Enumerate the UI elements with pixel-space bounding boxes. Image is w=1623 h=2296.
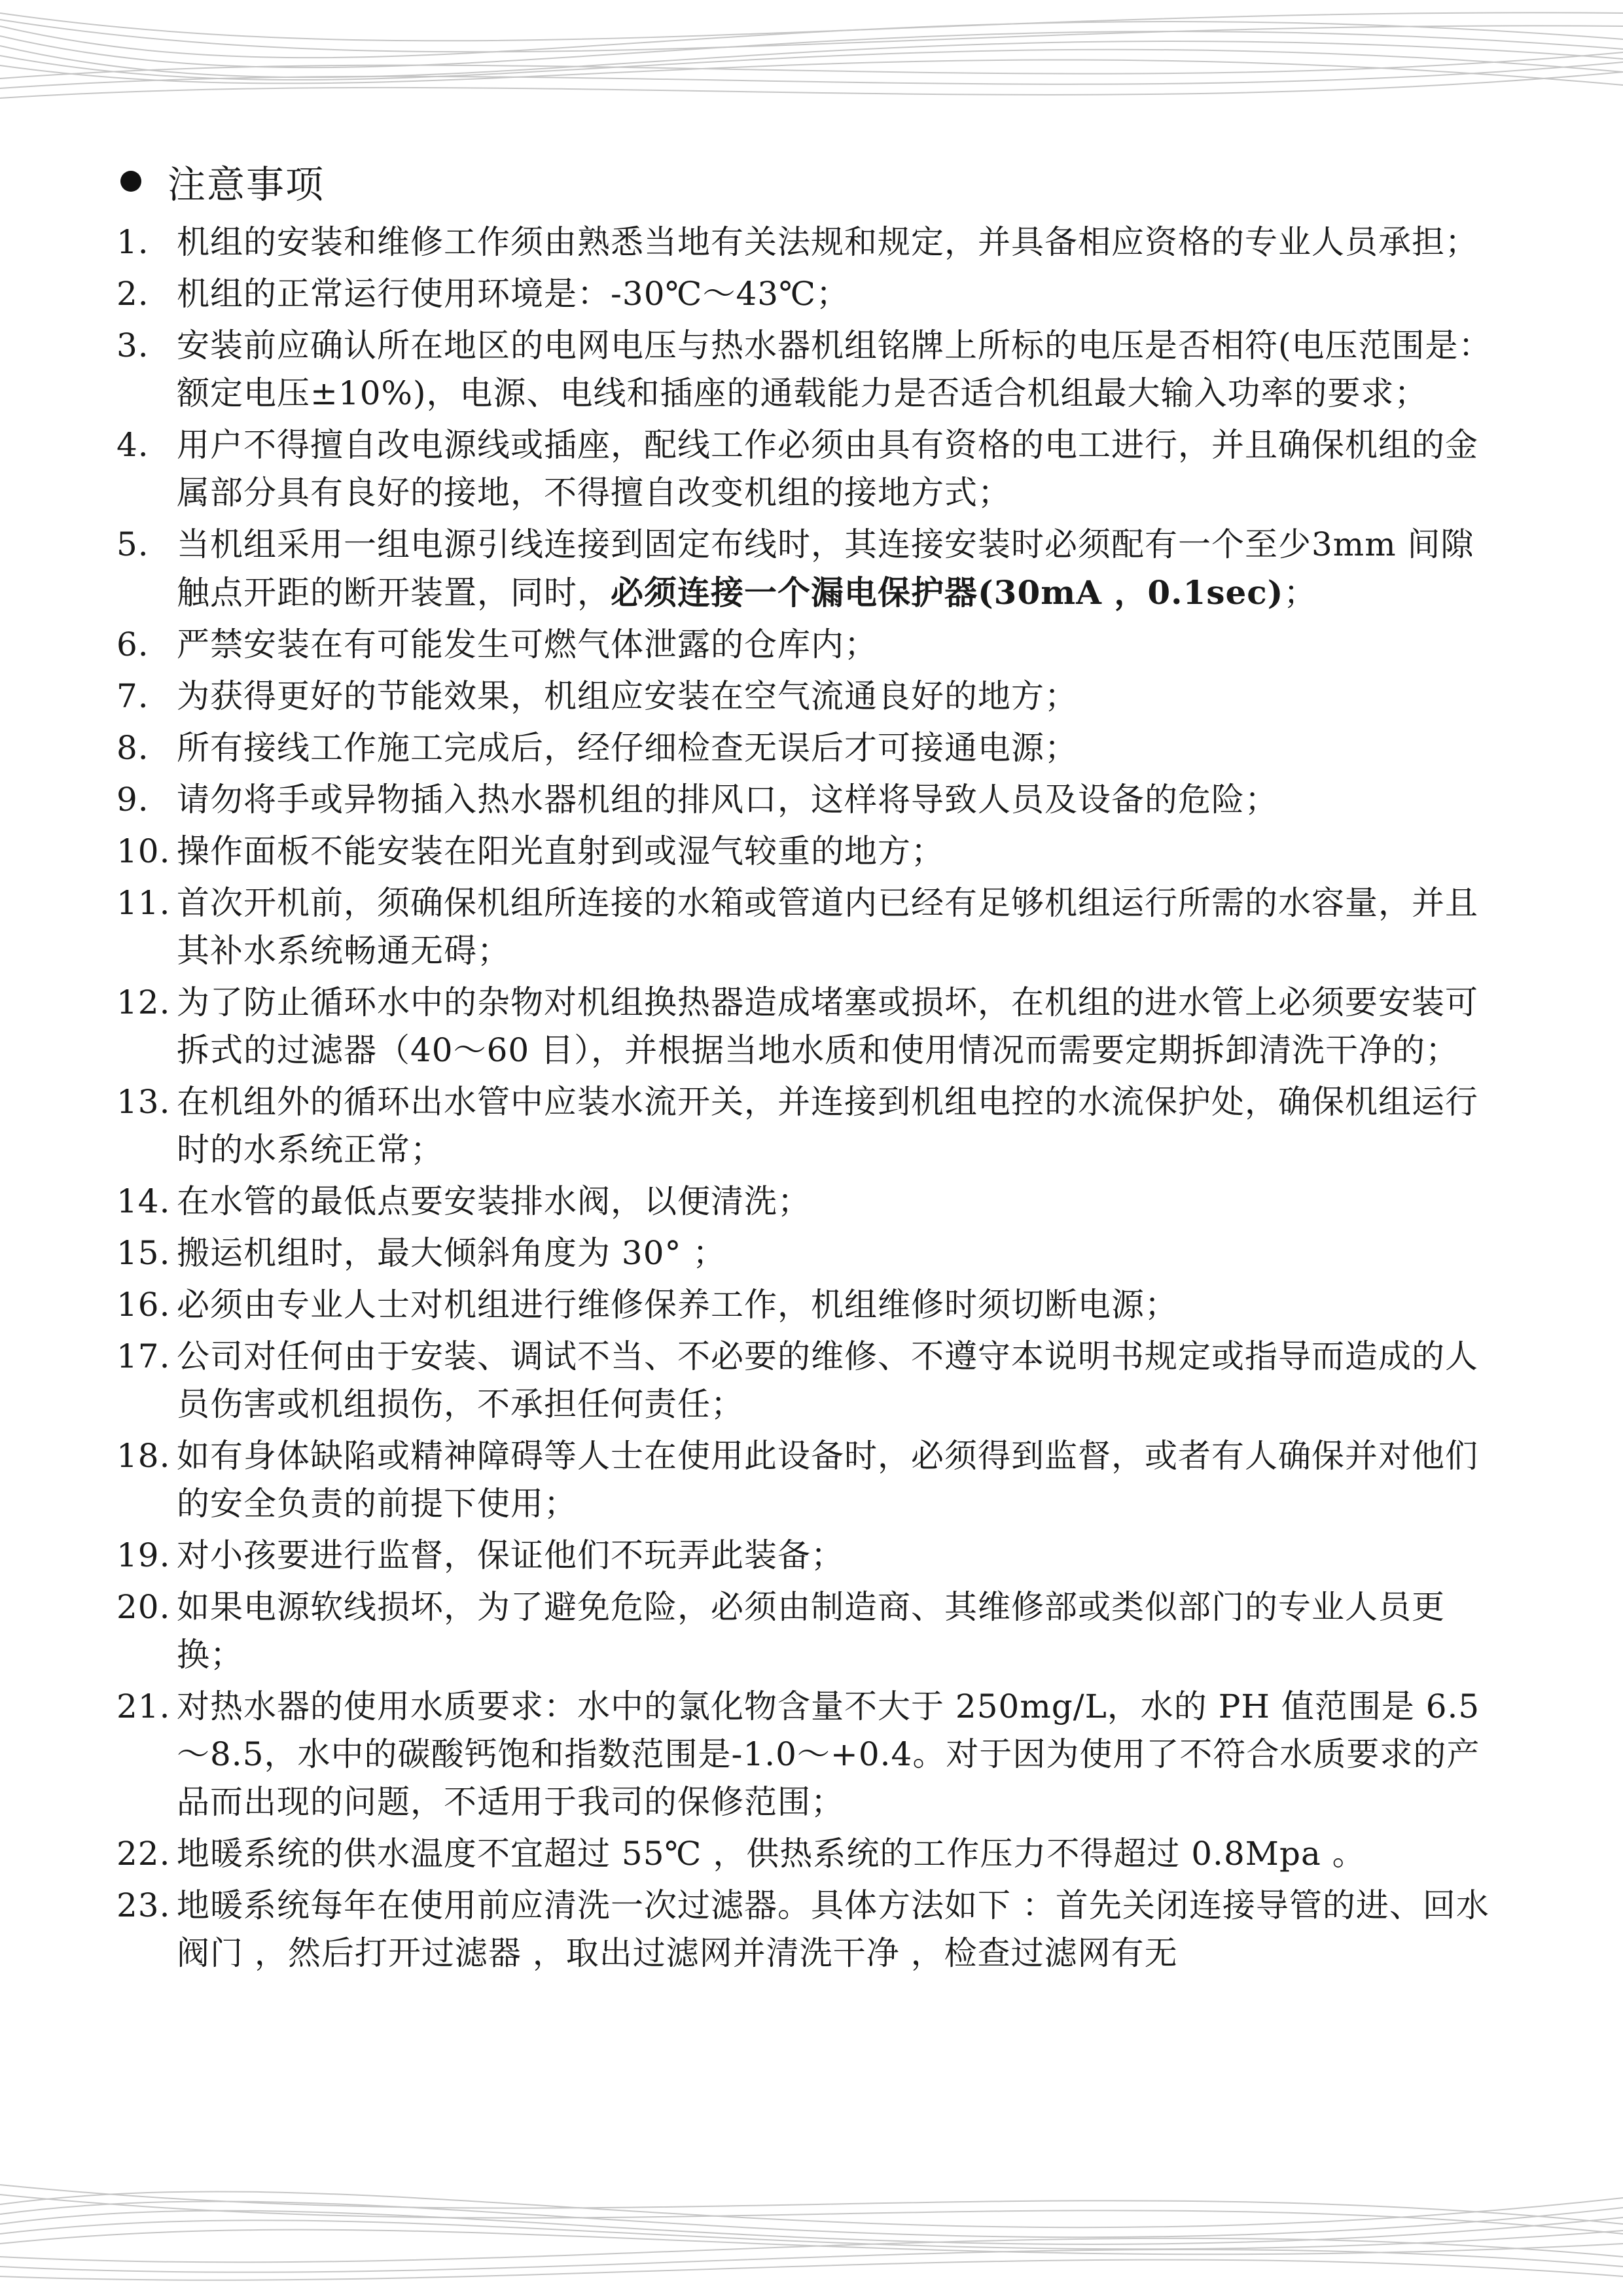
list-item: [116, 1683, 1504, 1826]
item-text: [177, 673, 1504, 720]
item-text: [177, 1281, 1504, 1329]
item-number: 4.: [116, 426, 149, 464]
item-text: [177, 1683, 1504, 1826]
list-item: [116, 322, 1504, 417]
item-text-tail: ；: [1283, 574, 1317, 612]
item-number: 6.: [116, 626, 149, 663]
list-item: [116, 724, 1504, 772]
list-item: [116, 1583, 1504, 1679]
item-number: 2.: [116, 275, 149, 313]
list-item: [116, 270, 1504, 318]
item-text: [177, 1532, 1504, 1580]
list-item: [116, 979, 1504, 1074]
list-item: [116, 621, 1504, 669]
bullet-icon: [120, 171, 141, 192]
item-text-main: 安装前应确认所在地区的电网电压与热水器机组铭牌上所标的电压是否相符(电压范围是：额定电压±10%)，电源、电线和插座的通载能力是否适合机组最大输入功率的要求；: [177, 327, 1492, 412]
item-number: 22.: [116, 1835, 171, 1873]
list-item: [116, 1281, 1504, 1329]
item-text-main: 如有身体缺陷或精神障碍等人士在使用此设备时，必须得到监督，或者有人确保并对他们的安全负责的前提下使用；: [177, 1437, 1478, 1523]
item-text: [177, 621, 1504, 669]
item-text-main: 为了防止循环水中的杂物对机组换热器造成堵塞或损坏，在机组的进水管上必须要安装可拆式的过滤器（40～60 目），并根据当地水质和使用情况而需要定期拆卸清洗干净的；: [177, 983, 1478, 1069]
item-number: 11.: [116, 884, 171, 922]
item-text-main: 在水管的最低点要安装排水阀，以便清洗；: [177, 1182, 811, 1220]
item-text: [177, 1830, 1504, 1878]
item-text-main: 地暖系统的供水温度不宜超过 55℃ ，供热系统的工作压力不得超过 0.8Mpa 。: [177, 1835, 1366, 1873]
list-item: [116, 1333, 1504, 1428]
item-text: [177, 322, 1504, 417]
item-number: 14.: [116, 1182, 171, 1220]
item-text-main: 所有接线工作施工完成后，经仔细检查无误后才可接通电源；: [177, 729, 1078, 767]
list-item: [116, 1532, 1504, 1580]
item-text-main: 对热水器的使用水质要求：水中的氯化物含量不大于 250mg/L，水的 PH 值范围是 6.5～8.5，水中的碳酸钙饱和指数范围是-1.0～+0.4。对于因为使用了不符合水质要求的产品而出现的问题，不适用于我司的保修范围；: [177, 1687, 1480, 1821]
list-item: [116, 828, 1504, 875]
item-text: [177, 776, 1504, 824]
list-item: [116, 1178, 1504, 1226]
item-text: [177, 1882, 1504, 1977]
list-item: [116, 1432, 1504, 1528]
list-item: [116, 1078, 1504, 1174]
item-text-bold: 必须连接一个漏电保护器(30mA ，0.1sec): [611, 573, 1284, 612]
item-number: 1.: [116, 223, 149, 261]
list-item: [116, 879, 1504, 975]
item-number: 18.: [116, 1437, 171, 1475]
item-number: 15.: [116, 1234, 171, 1272]
item-text-main: 请勿将手或异物插入热水器机组的排风口，这样将导致人员及设备的危险；: [177, 781, 1278, 819]
item-text-main: 搬运机组时，最大倾斜角度为 30° ；: [177, 1234, 726, 1272]
top-wave-decoration: [0, 0, 1623, 150]
list-item: [116, 1882, 1504, 1977]
item-text-main: 操作面板不能安装在阳光直射到或湿气较重的地方；: [177, 832, 944, 870]
list-item: [116, 421, 1504, 517]
item-text: [177, 828, 1504, 875]
item-text: [177, 1229, 1504, 1277]
item-number: 8.: [116, 729, 149, 767]
bottom-wave-decoration: [0, 2126, 1623, 2296]
item-text-main: 首次开机前，须确保机组所连接的水箱或管道内已经有足够机组运行所需的水容量，并且其补水系统畅通无碍；: [177, 884, 1478, 970]
item-text: [177, 421, 1504, 517]
notes-section: [116, 149, 1504, 1981]
list-item: [116, 776, 1504, 824]
item-text-main: 为获得更好的节能效果，机组应安装在空气流通良好的地方；: [177, 677, 1078, 715]
item-text-main: 如果电源软线损坏，为了避免危险，必须由制造商、其维修部或类似部门的专业人员更换；: [177, 1588, 1445, 1674]
item-text: [177, 724, 1504, 772]
item-text-main: 地暖系统每年在使用前应清洗一次过滤器。具体方法如下 ：首先关闭连接导管的进、回水阀门 ，然后打开过滤器 ，取出过滤网并清洗干净 ，检查过滤网有无: [177, 1886, 1489, 1972]
item-number: 20.: [116, 1588, 171, 1626]
item-number: 16.: [116, 1286, 171, 1324]
item-text-main: 公司对任何由于安装、调试不当、不必要的维修、不遵守本说明书规定或指导而造成的人员伤害或机组损伤，不承担任何责任；: [177, 1337, 1478, 1423]
item-text-main: 机组的正常运行使用环境是：-30℃～43℃；: [177, 275, 850, 313]
item-number: 21.: [116, 1687, 171, 1725]
list-item: [116, 1229, 1504, 1277]
item-text-main: 在机组外的循环出水管中应装水流开关，并连接到机组电控的水流保护处，确保机组运行时的水系统正常；: [177, 1083, 1478, 1169]
item-text: [177, 219, 1504, 266]
list-item: [116, 521, 1504, 617]
item-text: [177, 1432, 1504, 1528]
item-text: [177, 1078, 1504, 1174]
item-number: 19.: [116, 1536, 171, 1574]
item-text-main: 用户不得擅自改电源线或插座，配线工作必须由具有资格的电工进行，并且确保机组的金属部分具有良好的接地，不得擅自改变机组的接地方式；: [177, 426, 1478, 512]
item-text: [177, 1178, 1504, 1226]
item-text-main: 对小孩要进行监督，保证他们不玩弄此装备；: [177, 1536, 844, 1574]
item-text-main: 当机组采用一组电源引线连接到固定布线时，其连接安装时必须配有一个至少3mm 间隙触点开距的断开装置，同时，: [177, 525, 1474, 612]
item-number: 9.: [116, 781, 149, 819]
item-text-main: 必须由专业人士对机组进行维修保养工作，机组维修时须切断电源；: [177, 1286, 1178, 1324]
item-text-main: 机组的安装和维修工作须由熟悉当地有关法规和规定，并具备相应资格的专业人员承担；: [177, 223, 1478, 261]
notes-list: [116, 219, 1504, 1977]
section-heading: [116, 149, 1504, 213]
item-number: 23.: [116, 1886, 171, 1924]
item-text: [177, 270, 1504, 318]
item-number: 17.: [116, 1337, 171, 1375]
item-text: [177, 1333, 1504, 1428]
item-number: 12.: [116, 983, 171, 1021]
item-text: [177, 879, 1504, 975]
list-item: [116, 673, 1504, 720]
item-number: 7.: [116, 677, 149, 715]
item-number: 13.: [116, 1083, 171, 1121]
item-text: [177, 979, 1504, 1074]
item-text: [177, 1583, 1504, 1679]
item-text: [177, 521, 1504, 617]
item-text-main: 严禁安装在有可能发生可燃气体泄露的仓库内；: [177, 626, 878, 663]
section-title: 注意事项: [168, 162, 325, 207]
item-number: 5.: [116, 525, 149, 563]
list-item: [116, 1830, 1504, 1878]
list-item: [116, 219, 1504, 266]
item-number: 3.: [116, 327, 149, 364]
item-number: 10.: [116, 832, 171, 870]
